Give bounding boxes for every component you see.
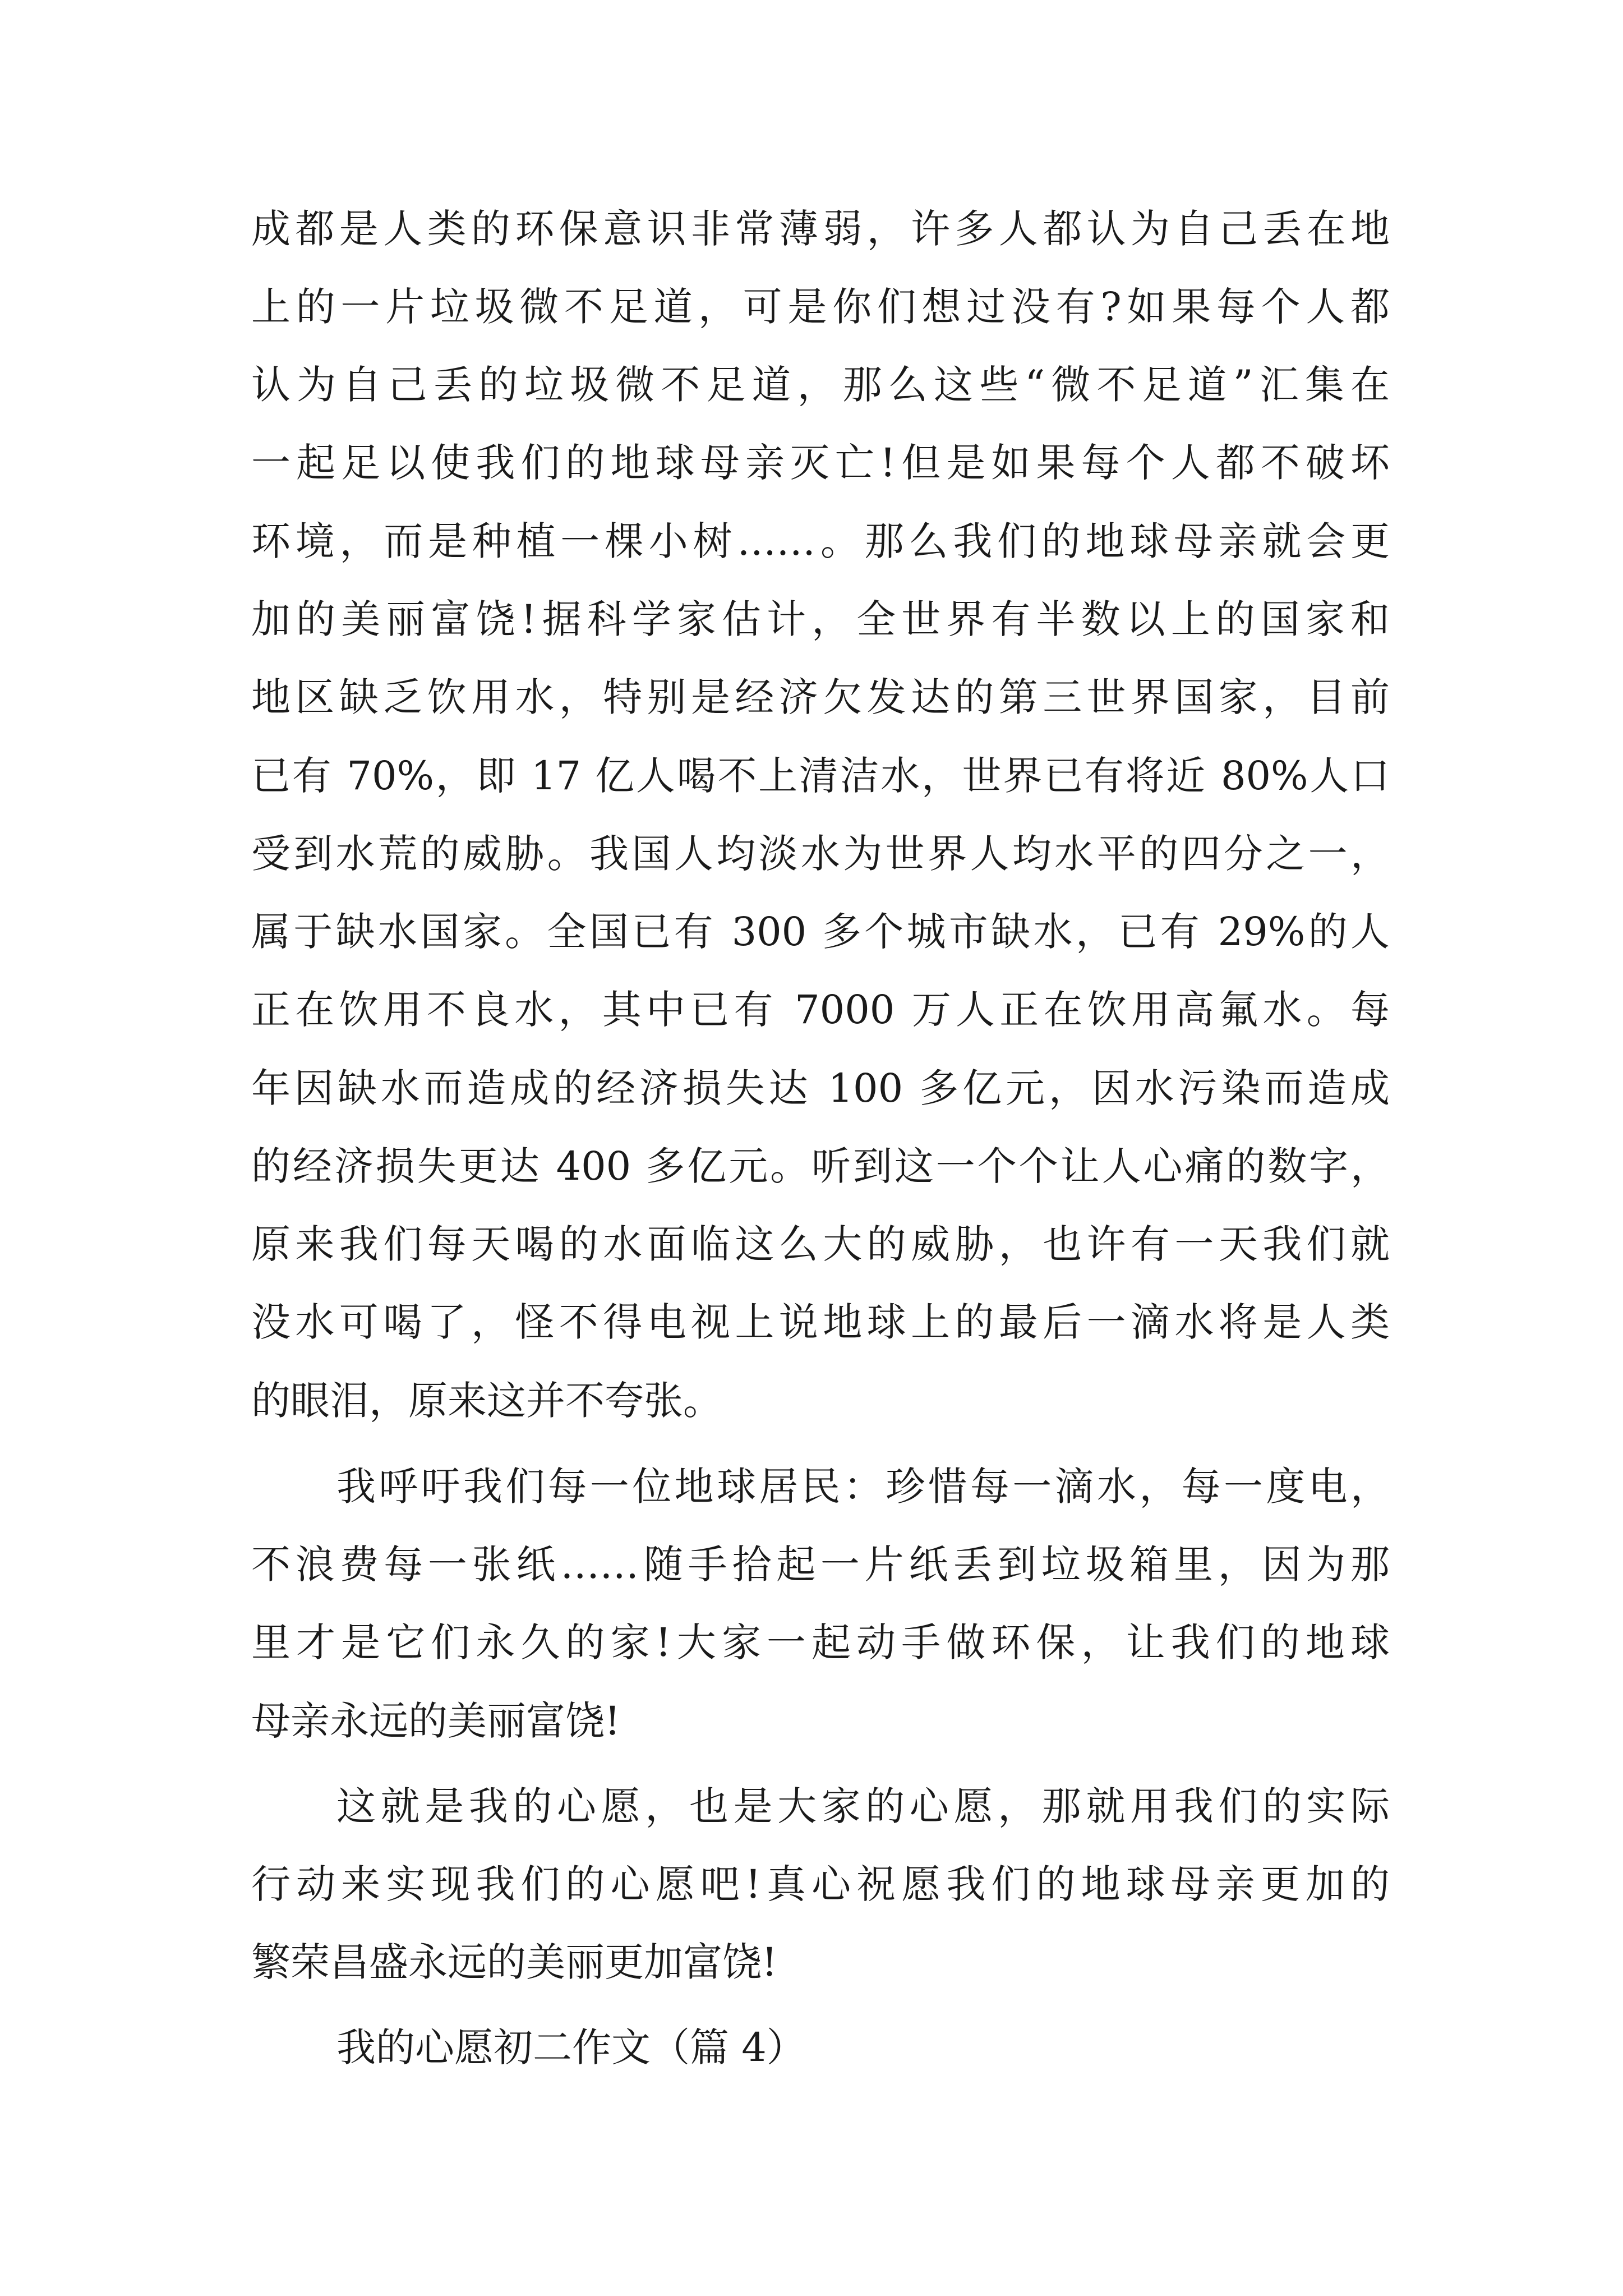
text-line: 成都是人类的环保意识非常薄弱，许多人都认为自己丢在地 [251,206,1390,252]
text-line: 的眼泪，原来这并不夸张。 [251,1378,722,1424]
paragraph-first-line: 我呼吁我们每一位地球居民：珍惜每一滴水，每一度电， [336,1464,1390,1510]
text-line: 环境，而是种植一棵小树……。那么我们的地球母亲就会更 [251,518,1390,564]
text-line: 年因缺水而造成的经济损失达 100 多亿元，因水污染而造成 [251,1065,1390,1111]
section-heading: 我的心愿初二作文（篇 4） [336,2024,806,2070]
text-line: 受到水荒的威胁。我国人均淡水为世界人均水平的四分之一， [251,831,1390,877]
text-line: 繁荣昌盛永远的美丽更加富饶! [251,1939,778,1985]
text-line: 不浪费每一张纸……随手拾起一片纸丢到垃圾箱里，因为那 [251,1542,1390,1588]
text-line: 加的美丽富饶!据科学家估计，全世界有半数以上的国家和 [251,596,1390,642]
text-line: 正在饮用不良水，其中已有 7000 万人正在饮用高氟水。每 [251,987,1390,1033]
text-line: 没水可喝了，怪不得电视上说地球上的最后一滴水将是人类 [251,1299,1390,1345]
text-line: 里才是它们永久的家!大家一起动手做环保，让我们的地球 [251,1619,1390,1665]
paragraph-first-line: 这就是我的心愿，也是大家的心愿，那就用我们的实际 [336,1783,1390,1829]
text-line: 认为自己丢的垃圾微不足道，那么这些“微不足道”汇集在 [251,362,1390,408]
text-line: 母亲永远的美丽富饶! [251,1698,621,1744]
text-line: 地区缺乏饮用水，特别是经济欠发达的第三世界国家，目前 [251,674,1390,720]
text-line: 的经济损失更达 400 多亿元。听到这一个个让人心痛的数字， [251,1143,1390,1189]
text-line: 原来我们每天喝的水面临这么大的威胁，也许有一天我们就 [251,1221,1390,1267]
text-line: 行动来实现我们的心愿吧!真心祝愿我们的地球母亲更加的 [251,1861,1390,1907]
text-line: 一起足以使我们的地球母亲灭亡!但是如果每个人都不破坏 [251,440,1390,486]
text-line: 上的一片垃圾微不足道，可是你们想过没有?如果每个人都 [251,284,1390,330]
text-line: 已有 70%，即 17 亿人喝不上清洁水，世界已有将近 80%人口 [251,753,1390,799]
text-line: 属于缺水国家。全国已有 300 多个城市缺水，已有 29%的人 [251,909,1390,955]
